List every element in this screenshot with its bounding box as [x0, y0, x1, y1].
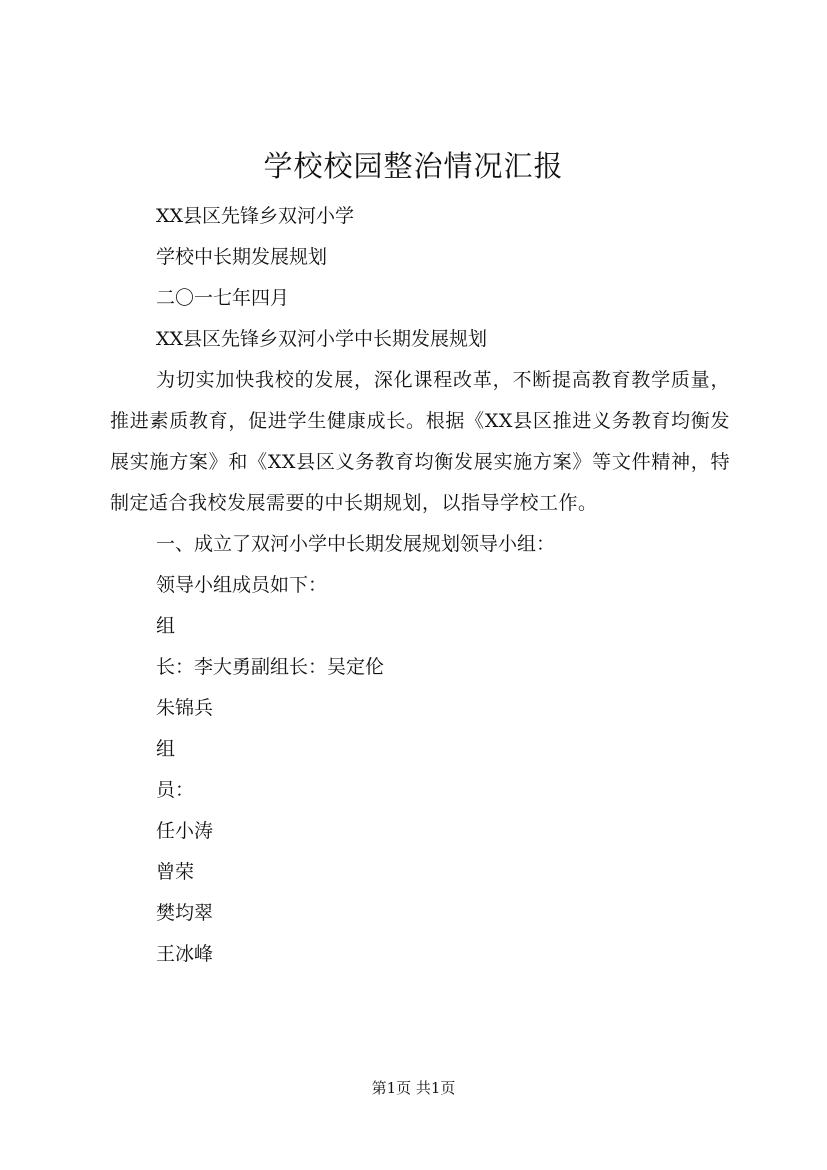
leader-line: 长：李大勇副组长：吴定伦: [156, 656, 385, 678]
section-heading: 一、成立了双河小学中长期发展规划领导小组：: [156, 533, 556, 555]
text-line: 朱锦兵: [156, 697, 214, 719]
text-line: 组: [156, 738, 176, 760]
members-intro-line: 领导小组成员如下：: [156, 574, 328, 596]
member-name-line: 任小涛: [156, 820, 214, 842]
school-name-line: XX县区先锋乡双河小学: [156, 205, 355, 227]
document-body: [110, 196, 730, 975]
text-line: 组: [156, 615, 176, 637]
date-line: 二〇一七年四月: [156, 287, 290, 309]
member-name-line: 王冰峰: [156, 943, 214, 965]
member-name-line: 樊均翠: [156, 902, 214, 924]
member-name-line: 曾荣: [156, 861, 195, 883]
document-title: 学校校园整治情况汇报: [263, 149, 564, 183]
plan-title-line: 学校中长期发展规划: [156, 246, 328, 268]
plan-heading-line: XX县区先锋乡双河小学中长期发展规划: [156, 328, 488, 350]
intro-paragraph: 为切实加快我校的发展，深化课程改革，不断提高教育教学质量，推进素质教育，促进学生健康成长。根据《XX县区推进义务教育均衡发展实施方案》和《XX县区义务教育均衡发展实施方案》等文件精神，特制定适合我校发展需要的中长期规划，以指导学校工作。: [110, 369, 730, 514]
text-line: 员：: [156, 779, 195, 801]
page-footer: 第1页 共1页: [371, 1079, 456, 1097]
